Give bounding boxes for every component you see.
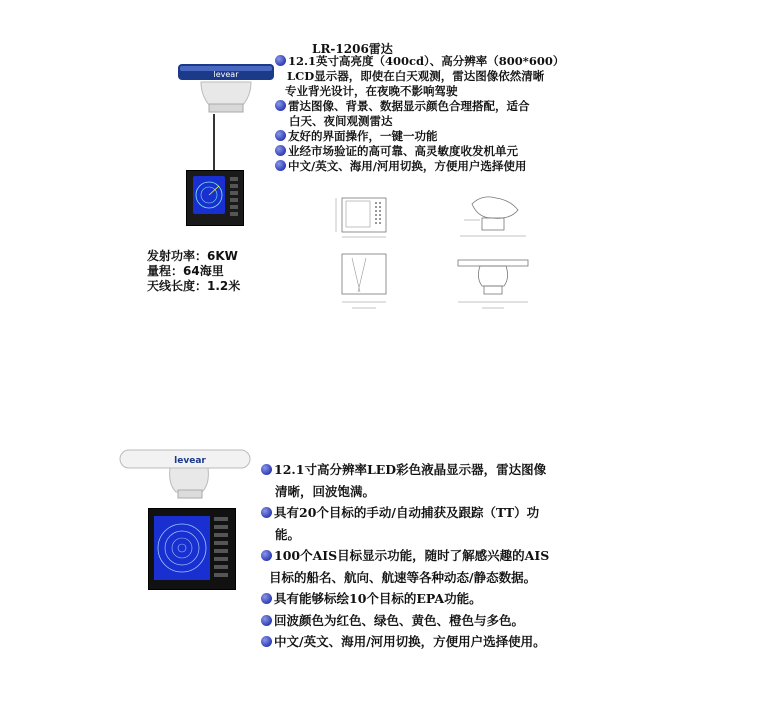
feature-item: 目标的船名、航向、航速等各种动态/静态数据。 [269, 569, 537, 585]
feature-item: 友好的界面操作，一键一功能 [275, 129, 564, 144]
bullet-icon [261, 615, 272, 626]
feature-item: LCD显示器，即使在白天观测，雷达图像依然清晰 [287, 69, 545, 83]
bullet-icon [275, 145, 286, 156]
bullet-icon [261, 464, 272, 475]
radar-display-image-2 [148, 508, 236, 590]
feature-item: 具有20个目标的手动/自动捕获及跟踪（TT）功 [261, 502, 549, 524]
bullet-icon [261, 636, 272, 647]
technical-drawing-display-front [330, 192, 400, 242]
bullet-icon [275, 55, 286, 66]
technical-drawing-antenna-side [452, 190, 534, 244]
radar-display-image-1 [186, 170, 244, 226]
spec-range: 量程：64海里 [147, 264, 224, 278]
feature-item: 12.1寸高分辨率LED彩色液晶显示器，雷达图像 [261, 459, 549, 481]
feature-item: 100个AIS目标显示功能，随时了解感兴趣的AIS [261, 545, 549, 567]
feature-item: 白天、夜间观测雷达 [289, 114, 393, 128]
feature-item: 雷达图像、背景、数据显示颜色合理搭配，适合 [275, 99, 564, 114]
bullet-icon [275, 130, 286, 141]
feature-item: 12.1英寸高亮度（400cd）、高分辨率（800*600） [275, 54, 564, 69]
feature-item: 中文/英文、海用/河用切换，方便用户选择使用 [275, 159, 564, 174]
technical-drawing-antenna-front [452, 254, 534, 312]
antenna-cable [213, 114, 215, 174]
feature-item: 具有能够标绘10个目标的EPA功能。 [261, 588, 549, 610]
feature-item: 专业背光设计，在夜晚不影响驾驶 [285, 84, 458, 98]
bullet-icon [275, 160, 286, 171]
technical-drawing-display-side [330, 252, 400, 314]
feature-item: 业经市场验证的高可靠、高灵敏度收发机单元 [275, 144, 564, 159]
radar-antenna-image-1 [176, 56, 276, 116]
feature-list-1 [275, 54, 564, 174]
product-title: LR-1206雷达 [312, 42, 393, 56]
feature-list-2 [261, 459, 549, 653]
feature-item: 回波颜色为红色、绿色、黄色、橙色与多色。 [261, 610, 549, 632]
radar-antenna-image-2 [118, 444, 252, 500]
spec-antenna-length: 天线长度：1.2米 [147, 279, 241, 293]
bullet-icon [261, 550, 272, 561]
spec-power: 发射功率：6KW [147, 249, 238, 263]
bullet-icon [275, 100, 286, 111]
bullet-icon [261, 593, 272, 604]
specs-block [147, 249, 240, 294]
bullet-icon [261, 507, 272, 518]
feature-item: 清晰，回波饱满。 [275, 483, 376, 499]
antenna-brand-2: levear [174, 456, 206, 466]
feature-item: 能。 [275, 526, 301, 542]
antenna-brand-1: levear [213, 70, 239, 79]
feature-item: 中文/英文、海用/河用切换，方便用户选择使用。 [261, 631, 549, 653]
